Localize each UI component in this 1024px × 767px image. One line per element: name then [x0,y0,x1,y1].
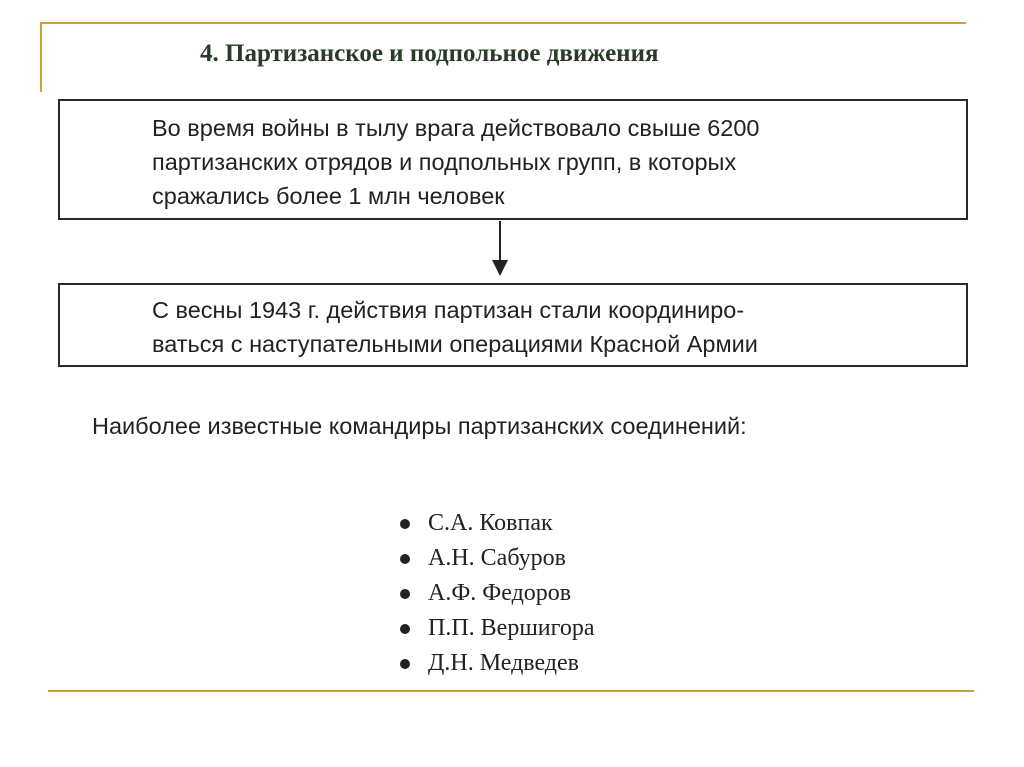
fact-box-partisan-count [58,99,968,220]
commanders-list [398,506,595,681]
commander-name: П.П. Вершигора [428,615,595,641]
bullet-icon [400,554,410,564]
fact-box-line: ваться с наступательными операциями Красной Армии [152,331,758,357]
bullet-icon [400,519,410,529]
flow-arrow-shaft [499,221,501,263]
list-item [398,506,595,541]
bullet-icon [400,589,410,599]
fact-box-line: партизанских отрядов и подпольных групп, в которых [152,149,737,175]
bullet-icon [400,659,410,669]
bullet-icon [400,624,410,634]
fact-box-line: Во время войны в тылу врага действовало свыше 6200 [152,115,760,141]
slide-frame-top-border [40,22,966,24]
fact-box-coordination [58,283,968,367]
fact-box-line: сражались более 1 млн человек [152,183,505,209]
flow-arrow-down-icon [492,260,508,276]
commander-name: Д.Н. Медведев [428,650,579,676]
commanders-heading: Наиболее известные командиры партизанских соединений: [92,413,747,439]
list-item [398,576,595,611]
slide-frame-left-border [40,22,42,92]
fact-box-line: С весны 1943 г. действия партизан стали координиро- [152,297,745,323]
commander-name: А.Ф. Федоров [428,580,572,606]
slide-title: 4. Партизанское и подпольное движения [200,40,659,67]
commander-name: С.А. Ковпак [428,510,553,536]
commander-name: А.Н. Сабуров [428,545,566,571]
list-item [398,611,595,646]
slide-frame-bottom-border [48,690,974,692]
list-item [398,541,595,576]
list-item [398,646,595,681]
